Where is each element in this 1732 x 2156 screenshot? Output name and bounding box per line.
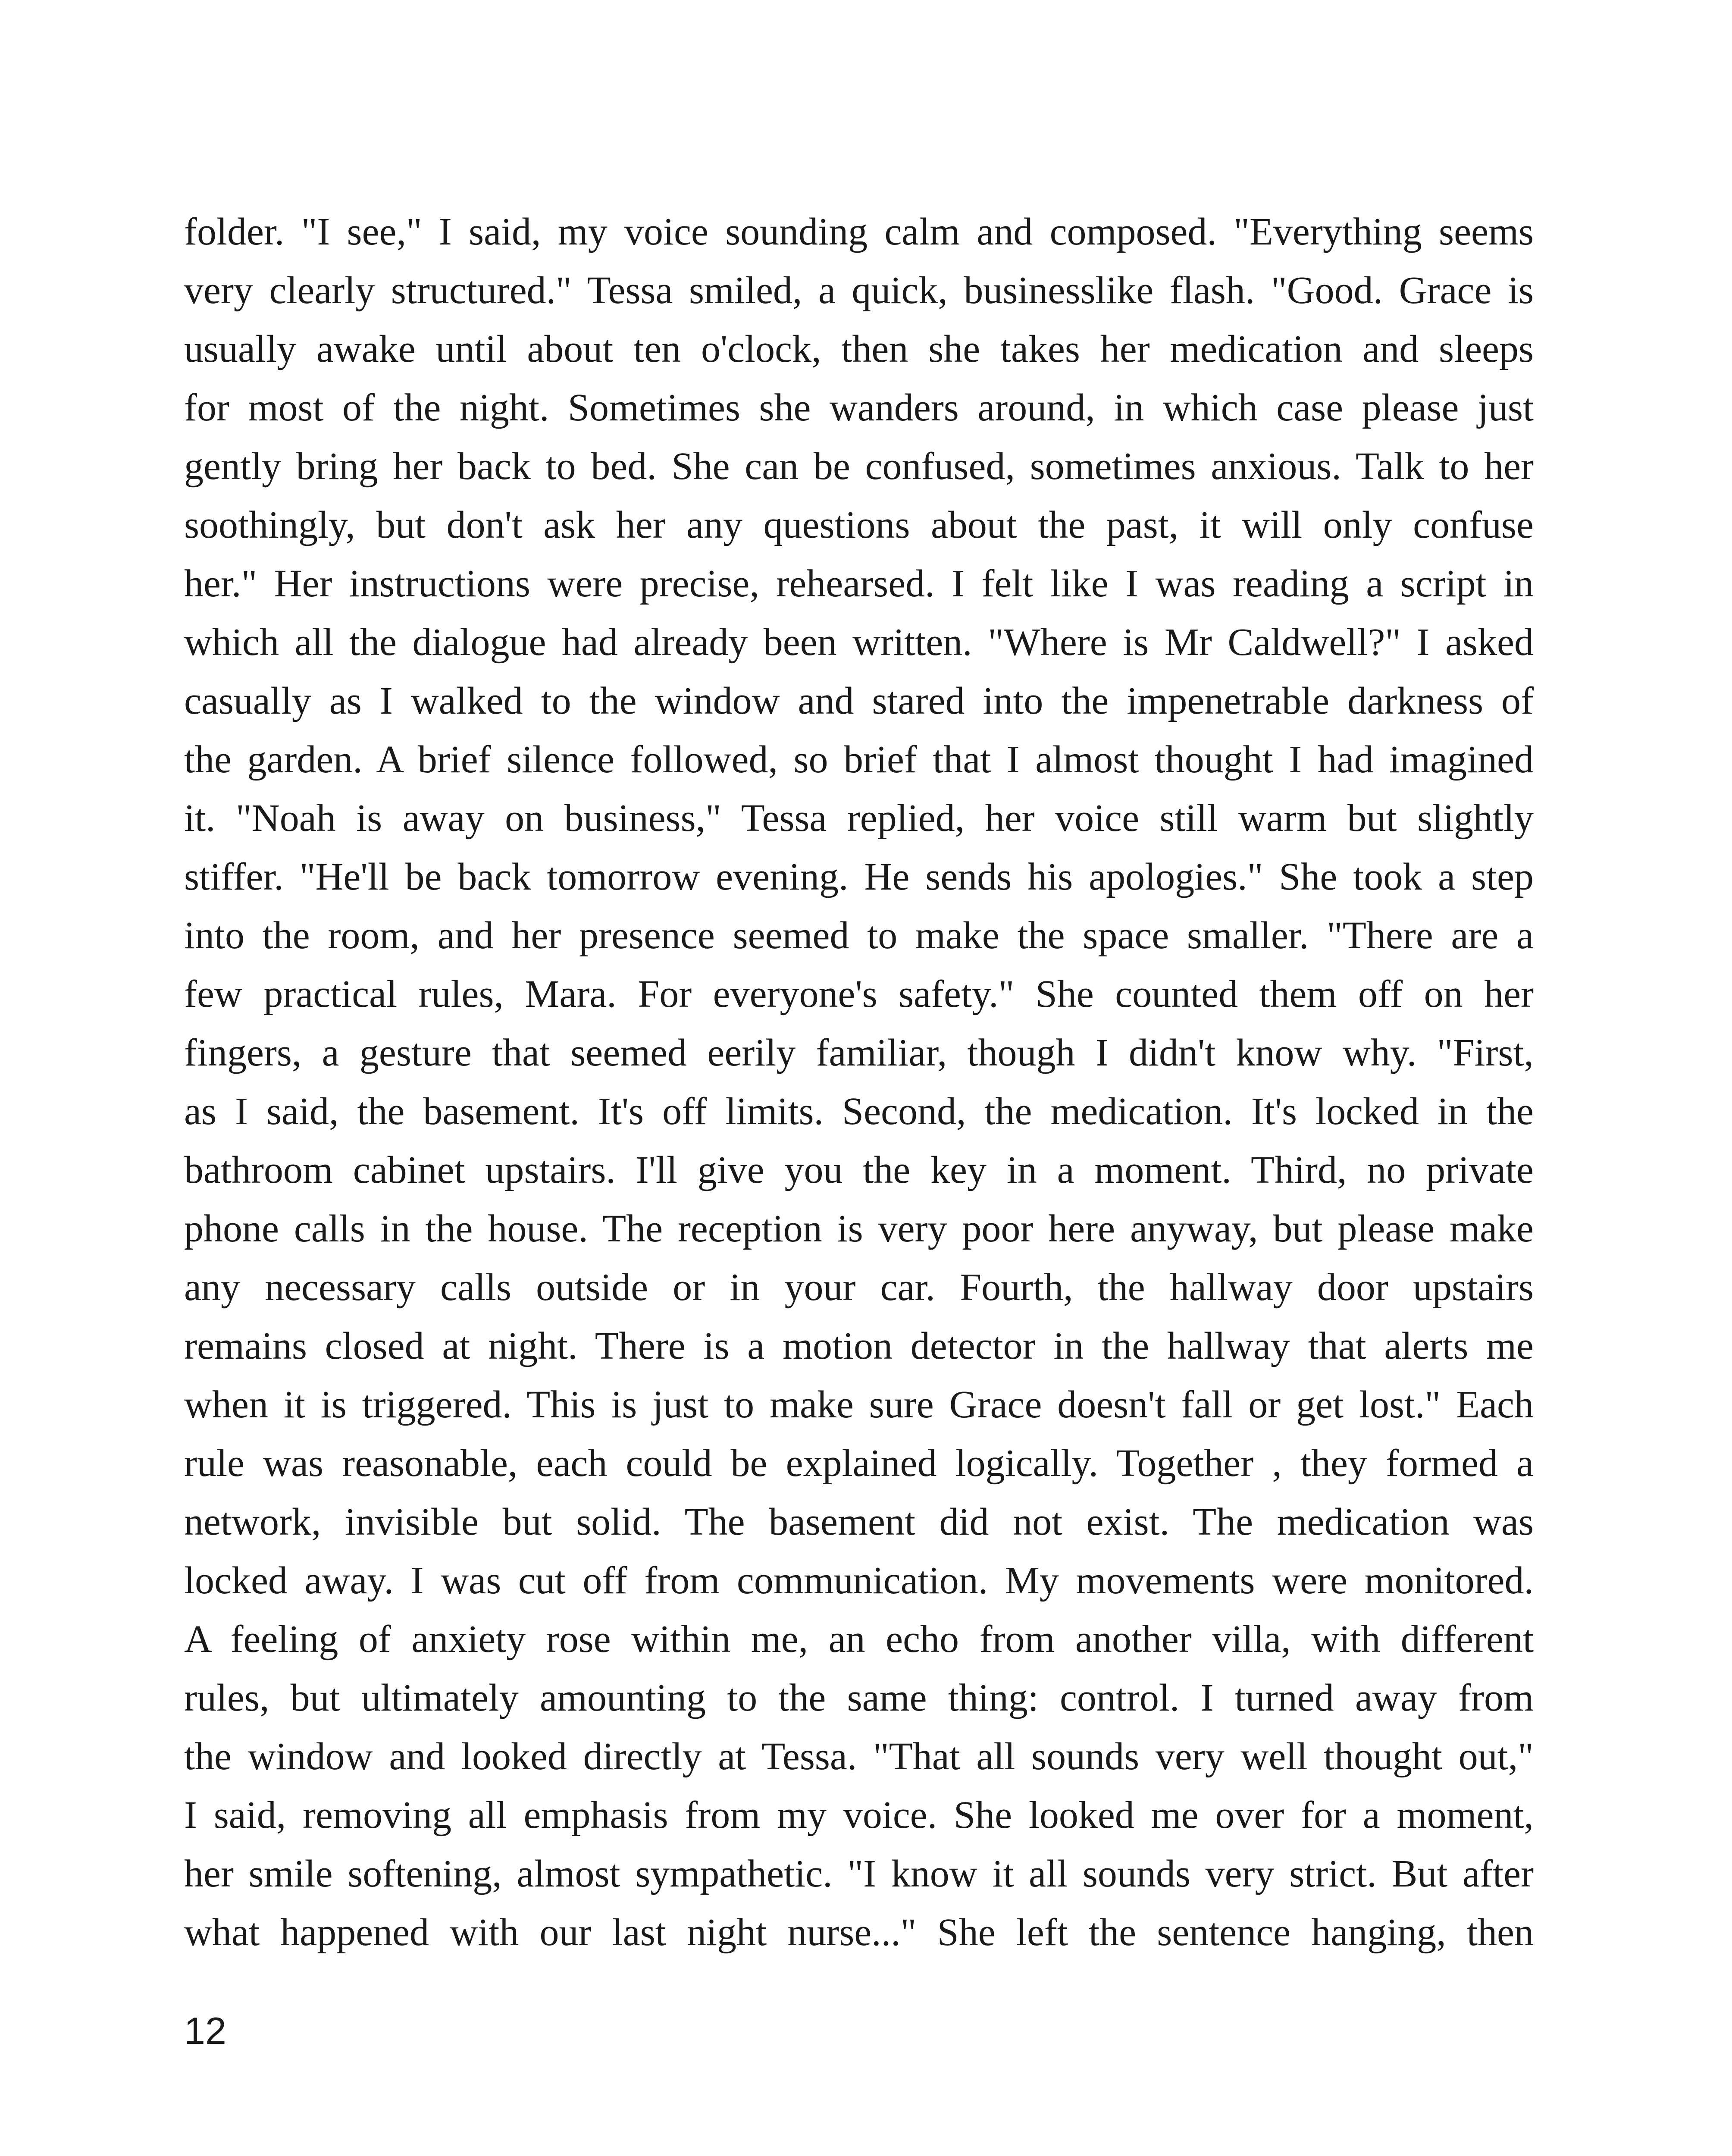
- text-line: fingers, a gesture that seemed eerily familiar, though I didn't know why. "First,: [184, 1031, 1534, 1074]
- text-line: into the room, and her presence seemed to make the space smaller. "There are a: [184, 914, 1534, 957]
- text-line: rules, but ultimately amounting to the same thing: control. I turned away from: [184, 1677, 1534, 1719]
- text-line: very clearly structured." Tessa smiled, a quick, businesslike flash. "Good. Grace is: [184, 269, 1534, 312]
- text-line: which all the dialogue had already been written. "Where is Mr Caldwell?" I asked: [184, 621, 1534, 664]
- text-line: her smile softening, almost sympathetic. "I know it all sounds very strict. But after: [184, 1852, 1534, 1895]
- text-line: few practical rules, Mara. For everyone's safety." She counted them off on her: [184, 973, 1534, 1015]
- text-line: bathroom cabinet upstairs. I'll give you the key in a moment. Third, no private: [184, 1149, 1534, 1191]
- text-line: her." Her instructions were precise, rehearsed. I felt like I was reading a script in: [184, 562, 1534, 605]
- page-number: 12: [184, 2009, 226, 2052]
- text-line: as I said, the basement. It's off limits. Second, the medication. It's locked in the: [184, 1090, 1534, 1133]
- text-line: casually as I walked to the window and stared into the impenetrable darkness of: [184, 680, 1534, 722]
- text-line: soothingly, but don't ask her any questions about the past, it will only confuse: [184, 504, 1534, 546]
- text-line: I said, removing all emphasis from my voice. She looked me over for a moment,: [184, 1794, 1534, 1836]
- text-line: what happened with our last night nurse..." She left the sentence hanging, then: [184, 1911, 1534, 1954]
- text-line: gently bring her back to bed. She can be confused, sometimes anxious. Talk to her: [184, 445, 1534, 488]
- text-line: A feeling of anxiety rose within me, an echo from another villa, with different: [184, 1618, 1534, 1661]
- text-line: any necessary calls outside or in your car. Fourth, the hallway door upstairs: [184, 1266, 1534, 1309]
- text-line: rule was reasonable, each could be explained logically. Together , they formed a: [184, 1442, 1534, 1485]
- text-line: remains closed at night. There is a motion detector in the hallway that alerts me: [184, 1325, 1534, 1367]
- text-line: the garden. A brief silence followed, so brief that I almost thought I had imagined: [184, 738, 1534, 781]
- text-line: it. "Noah is away on business," Tessa replied, her voice still warm but slightly: [184, 797, 1534, 840]
- text-line: folder. "I see," I said, my voice sounding calm and composed. "Everything seems: [184, 210, 1534, 253]
- text-line: stiffer. "He'll be back tomorrow evening. He sends his apologies." She took a step: [184, 856, 1534, 898]
- text-line: for most of the night. Sometimes she wanders around, in which case please just: [184, 386, 1534, 429]
- text-line: when it is triggered. This is just to make sure Grace doesn't fall or get lost." Each: [184, 1383, 1534, 1426]
- text-line: usually awake until about ten o'clock, then she takes her medication and sleeps: [184, 328, 1534, 370]
- text-line: network, invisible but solid. The basement did not exist. The medication was: [184, 1501, 1534, 1543]
- text-line: phone calls in the house. The reception is very poor here anyway, but please make: [184, 1207, 1534, 1250]
- text-line: the window and looked directly at Tessa. "That all sounds very well thought out,": [184, 1735, 1534, 1778]
- text-line: locked away. I was cut off from communication. My movements were monitored.: [184, 1559, 1534, 1602]
- body-text: [184, 203, 1534, 1962]
